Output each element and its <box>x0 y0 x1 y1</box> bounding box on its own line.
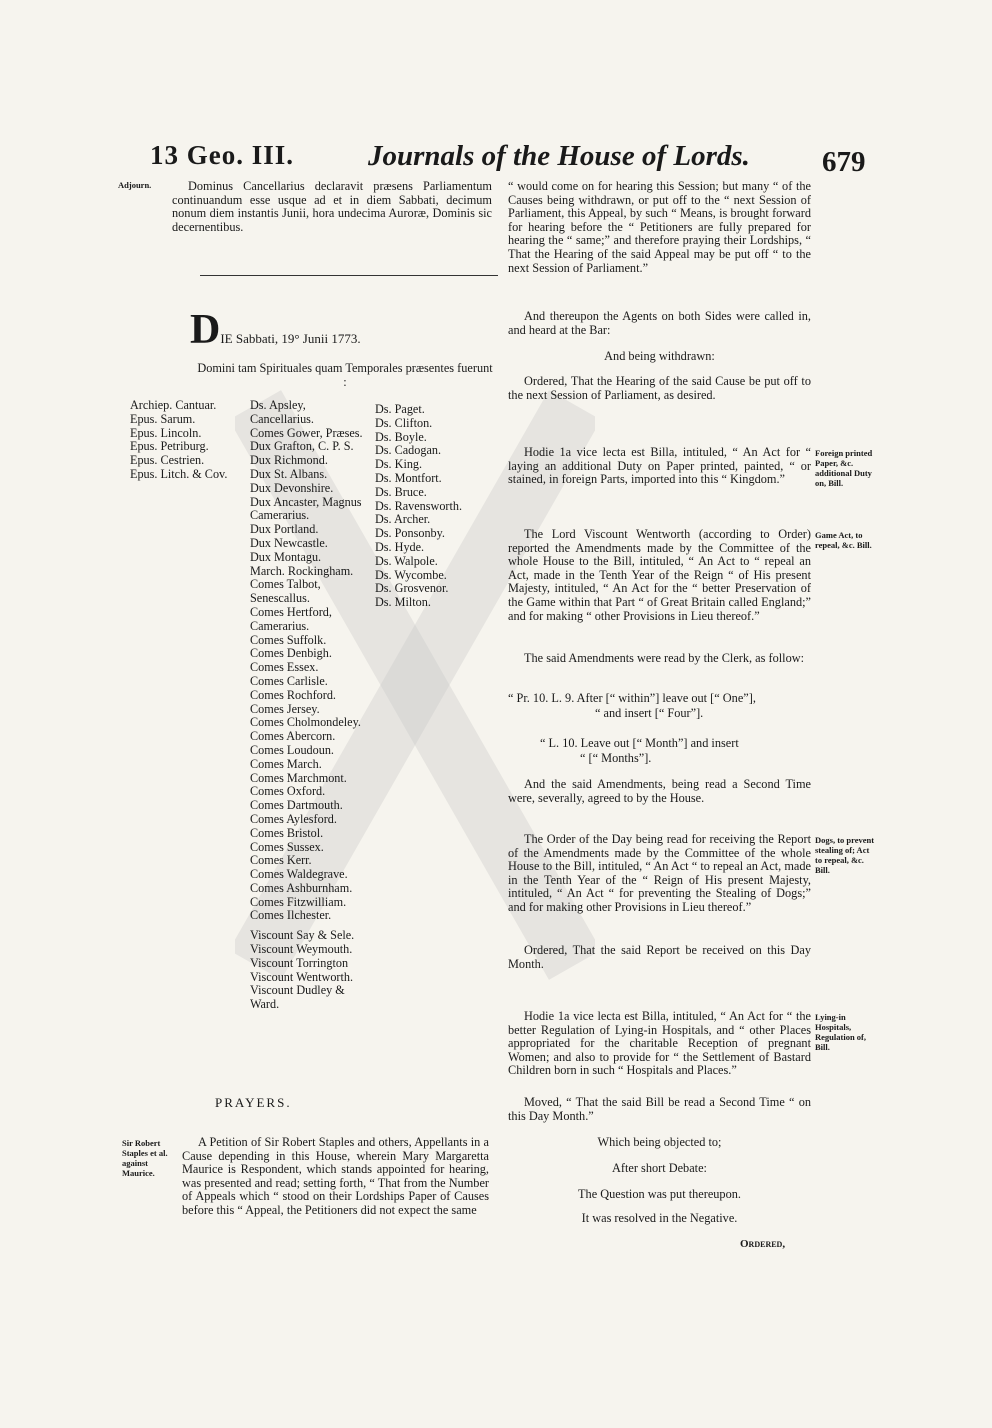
petition-continuation: “ would come on for hearing this Session; but many “ of the Causes being withdrawn, or put off to the “ next Session of Parliament, this Appeal, by such “ Means, is brought forward for hearing before the “ Petitioners are fully prepared for hearing the “ same;” and therefore praying their Lordships, “ That the Hearing of the said Appeal may be put off “ to the next Session of Parliament.” <box>508 179 811 275</box>
list-item: Comes Fitzwilliam. <box>250 894 347 909</box>
list-item: Comes Bristol. <box>250 825 324 840</box>
barons-list <box>375 403 493 610</box>
page-number: 679 <box>822 146 866 178</box>
list-item: Comes Dartmouth. <box>250 798 343 813</box>
list-item: Comes March. <box>250 756 322 771</box>
list-item: Ds. Grosvenor. <box>375 581 449 596</box>
amendment-2-line-1: “ L. 10. Leave out [“ Month”] and insert <box>540 736 739 750</box>
list-item: Dux Ancaster, Magnus Camerarius. <box>250 494 362 523</box>
running-head-title: Journals of the House of Lords. <box>368 140 750 172</box>
ordered-put-off: Ordered, That the Hearing of the said Cause be put off to the next Session of Parliament, as desired. <box>508 374 811 402</box>
list-item: Dux Portland. <box>250 522 319 537</box>
moved-paragraph: Moved, “ That the said Bill be read a Second Time “ on this Day Month.” <box>508 1095 811 1123</box>
section-rule <box>200 275 498 276</box>
list-item: Comes Essex. <box>250 660 319 675</box>
list-item: Comes Talbot, Senescallus. <box>250 577 321 606</box>
bishops-list <box>130 399 245 482</box>
running-head-session: 13 Geo. III. <box>150 140 295 170</box>
question-line: The Question was put thereupon. <box>578 1187 741 1201</box>
list-item: Epus. Cestrien. <box>130 453 205 468</box>
dogs-order-paragraph: The Order of the Day being read for receiving the Report of the Amendments made by the Committee of the whole House to the Bill, intituled, “ An Act “ to repeal an Act, made in the Tenth Year of the “ Reign of His present Majesty, intituled, “ An Act “ for preventing the Stealing of Dogs;” and for making other Provisions in Lieu thereof.” <box>508 832 811 914</box>
margin-note-foreign-paper: Foreign printed Paper, &c. additional Duty on, Bill. <box>815 448 873 488</box>
list-item: Viscount Weymouth. <box>250 942 353 957</box>
list-item: Comes Loudoun. <box>250 742 334 757</box>
list-item: Ds. King. <box>375 457 423 472</box>
list-item: Epus. Litch. & Cov. <box>130 466 228 481</box>
list-item: Comes Kerr. <box>250 853 312 868</box>
list-item: Comes Oxford. <box>250 784 326 799</box>
withdrawn-line: And being withdrawn: <box>604 349 715 363</box>
list-item: Viscount Say & Sele. <box>250 928 355 943</box>
list-item: Epus. Sarum. <box>130 411 196 426</box>
amendment-1-line-2: “ and insert [“ Four”]. <box>595 706 704 720</box>
list-item: Ds. Hyde. <box>375 539 425 554</box>
wentworth-report: The Lord Viscount Wentworth (according to Order) reported the Amendments made by the Committee of the whole House to the Bill, intituled, “ An Act to “ repeal an Act, made in the Tenth Year of the Reign “ of His present Majesty, intituled, “ An Act for the “ better Preservation of the Game within that Part “ of Great Britain called England;” and for making “ other Provisions in Lieu thereof.” <box>508 527 811 623</box>
list-item: Ds. Ravensworth. <box>375 498 462 513</box>
list-item: Dux Devonshire. <box>250 480 334 495</box>
list-item: Comes Carlisle. <box>250 673 328 688</box>
amendments-read: The said Amendments were read by the Clerk, as follow: <box>524 651 805 665</box>
list-item: Comes Aylesford. <box>250 811 337 826</box>
list-item: Epus. Petriburg. <box>130 439 209 454</box>
amendments-agreed: And the said Amendments, being read a Second Time were, severally, agreed to by the House. <box>508 777 811 805</box>
list-item: Ds. Cadogan. <box>375 443 442 458</box>
day-heading-text: IE Sabbati, 19° Junii 1773. <box>220 331 361 346</box>
list-item: Ds. Clifton. <box>375 415 433 430</box>
list-item: Epus. Lincoln. <box>130 425 202 440</box>
margin-note-lying-in: Lying-in Hospitals, Regulation of, Bill. <box>815 1012 866 1052</box>
list-item: Dux St. Albans. <box>250 466 328 481</box>
list-item: Archiep. Cantuar. <box>130 398 217 412</box>
list-item: Ds. Walpole. <box>375 553 438 568</box>
temporal-lords-list <box>250 399 372 1012</box>
list-item: Comes Sussex. <box>250 839 324 854</box>
drop-cap: D <box>190 307 221 353</box>
list-item: Comes Hertford, Camerarius. <box>250 604 332 633</box>
present-heading: Domini tam Spirituales quam Temporales præsentes fuerunt : <box>197 361 493 389</box>
list-item: Comes Gower, Præses. <box>250 425 363 440</box>
margin-note-game-act: Game Act, to repeal, &c. Bill. <box>815 530 872 550</box>
list-item: Ds. Apsley, Cancellarius. <box>250 398 314 426</box>
objected-line: Which being objected to; <box>597 1135 722 1149</box>
list-item: Ds. Ponsonby. <box>375 526 445 541</box>
list-item: Ds. Boyle. <box>375 429 427 444</box>
list-item: Ds. Wycombe. <box>375 567 447 582</box>
list-item: Comes Marchmont. <box>250 770 347 785</box>
amendment-2-line-2: “ [“ Months”]. <box>580 751 652 765</box>
margin-note-dogs: Dogs, to prevent stealing of; Act to repeal, &c. Bill. <box>815 835 875 875</box>
adjournment-paragraph: Dominus Cancellarius declaravit præsens Parliamentum continuandum esse usque ad et in diem Sabbati, decimum nonum diem instantis Junii, hora undecima Auroræ, Dominis sic decernentibus. <box>172 179 492 234</box>
day-heading <box>190 307 490 353</box>
prayers-heading: PRAYERS. <box>215 1095 292 1110</box>
list-item: Comes Abercorn. <box>250 729 336 744</box>
list-item: March. Rockingham. <box>250 563 354 578</box>
list-item: Ds. Montfort. <box>375 470 442 485</box>
list-item: Comes Rochford. <box>250 687 336 702</box>
lying-in-bill: Hodie 1a vice lecta est Billa, intituled, “ An Act for “ the better Regulation of Lying-in Hospitals, and “ other Places appropriated for the charitable Reception of pregnant Women; and also to provide for “ the Settlement of Bastard Children born in such “ Hospitals and Places.” <box>508 1009 811 1078</box>
list-item: Comes Cholmondeley. <box>250 715 361 730</box>
list-item: Dux Montagu. <box>250 549 322 564</box>
list-item: Viscount Wentworth. <box>250 969 353 984</box>
list-item: Dux Newcastle. <box>250 535 328 550</box>
list-item: Comes Jersey. <box>250 701 320 716</box>
list-item: Dux Grafton, C. P. S. <box>250 439 354 454</box>
list-item: Ds. Archer. <box>375 512 431 527</box>
ordered-report: Ordered, That the said Report be received on this Day Month. <box>508 943 811 971</box>
petition-paragraph: A Petition of Sir Robert Staples and others, Appellants in a Cause depending in this House, wherein Mary Margaretta Maurice is Respondent, which stands appointed for hearing, was presented and read; setting forth, “ That from the Number of Appeals which “ stood on their Lordships Paper of Causes before this “ Appeal, the Petitioners did not expect the same <box>182 1135 489 1217</box>
list-item: Ds. Milton. <box>375 595 431 610</box>
list-item: Comes Denbigh. <box>250 646 332 661</box>
list-item: Viscount Torrington <box>250 955 349 970</box>
debate-line: After short Debate: <box>612 1161 707 1175</box>
list-item: Comes Ilchester. <box>250 908 332 923</box>
list-item: Ds. Bruce. <box>375 484 427 499</box>
agents-called-paragraph: And thereupon the Agents on both Sides were called in, and heard at the Bar: <box>508 309 811 337</box>
margin-note-staples: Sir Robert Staples et al. against Maurice. <box>122 1138 168 1178</box>
margin-note-adjourn: Adjourn. <box>118 180 152 190</box>
list-item: Dux Richmond. <box>250 453 328 468</box>
list-item: Comes Suffolk. <box>250 632 327 647</box>
foreign-paper-bill: Hodie 1a vice lecta est Billa, intituled, “ An Act for “ laying an additional Duty on Paper printed, painted, “ or stained, in foreign Parts, imported into this “ Kingdom.” <box>508 445 811 487</box>
resolved-line: It was resolved in the Negative. <box>581 1211 738 1225</box>
amendment-1-line-1: “ Pr. 10. L. 9. After [“ within”] leave out [“ One”], <box>508 691 756 705</box>
list-item: Ds. Paget. <box>375 402 425 416</box>
list-item: Viscount Dudley & Ward. <box>250 983 345 1012</box>
catchword: Ordered, <box>740 1238 786 1250</box>
list-item: Comes Ashburnham. <box>250 880 353 895</box>
list-item: Comes Waldegrave. <box>250 867 348 882</box>
